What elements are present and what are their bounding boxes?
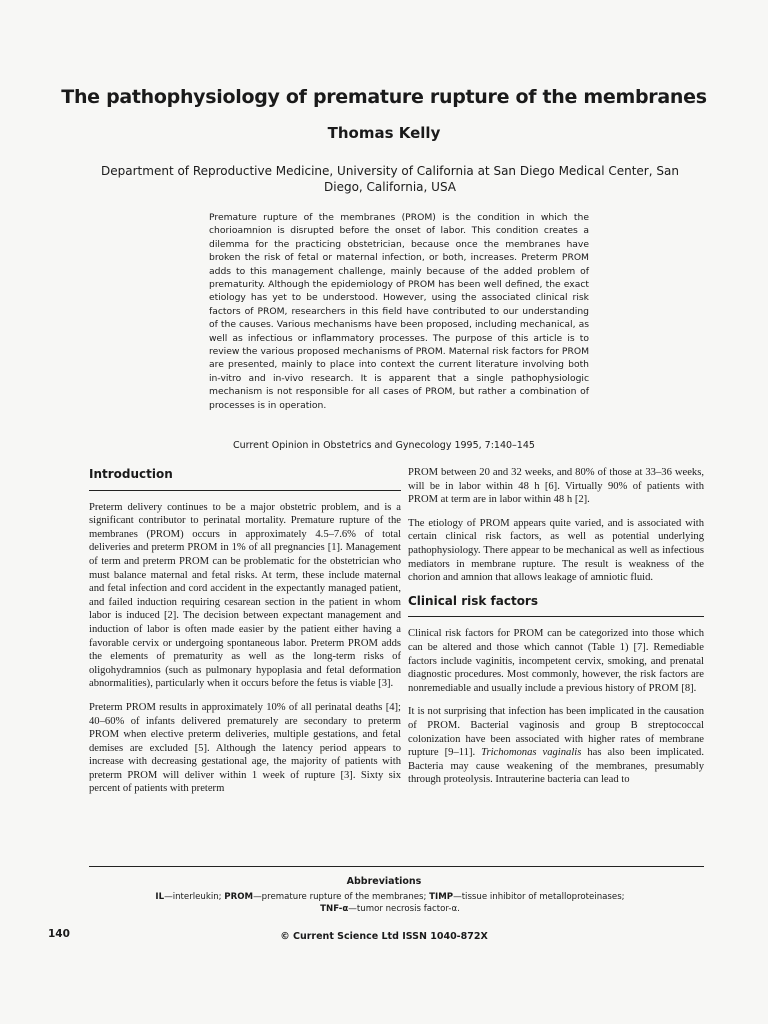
paragraph: PROM between 20 and 32 weeks, and 80% of those at 33–36 weeks, will be in labor within 48 h [6]. Virtually 90% of patients with PROM at term are in labor within 48 h [2]. bbox=[408, 467, 704, 506]
italic-species-name: Trichomonas vaginalis bbox=[481, 747, 582, 759]
abbr-def: —premature rupture of the membranes; bbox=[253, 892, 430, 902]
section-heading-clinical-risk-factors: Clinical risk factors bbox=[408, 595, 704, 618]
abbr-term: PROM bbox=[224, 892, 254, 902]
paragraph: The etiology of PROM appears quite varied, and is associated with certain clinical risk factors, as well as potential underlying pathophysiology. There appear to be mechanical as well as infectious mediators in membrane rupture. The result is weakness of the chorion and amnion that allows leakage of amniotic fluid. bbox=[408, 517, 704, 584]
paragraph: Preterm delivery continues to be a major obstetric problem, and is a significant contributor to perinatal mortality. Premature rupture of the membranes (PROM) occurs in approximately 4.5–7.6% of total deliveries and preterm PROM in 1% of all pregnancies [1]. Management of term and preterm PROM can be problematic for the obstetrician who must balance maternal and fetal risks. At term, these include maternal and fetal infection and cord accident in the expectantly managed patient, and failed induction requiring cesarean section in the patient in whom labor is induced [2]. The decision between expectant management and induction of labor is often made easier by the patient either having a favorable cervix or undergoing spontaneous labor. Preterm PROM adds the elements of prematurity as well as the long-term risks of oligohydramnios (such as pulmonary hypoplasia and fetal deformation abnormalities), particularly when it occurs before the fetus is viable [3]. bbox=[89, 501, 401, 690]
section-heading-introduction: Introduction bbox=[89, 468, 401, 491]
journal-citation: Current Opinion in Obstetrics and Gynecology 1995, 7:140–145 bbox=[233, 440, 535, 451]
text-run: has also been implicated. Bacteria may cause weakening of the membranes, presumably through proteolysis. Intrauterine bacteria can lead to bbox=[408, 747, 705, 786]
abbr-term: TNF-α bbox=[320, 904, 349, 914]
paragraph: Clinical risk factors for PROM can be categorized into those which can be altered and those which cannot (Table 1) [7]. Remediable factors include vaginitis, incompetent cervix, smoking, and prenatal diagnostic procedures. Most commonly, however, the risk factors are nonremediable and usually include a previous history of PROM [8]. bbox=[408, 628, 704, 694]
paragraph: Preterm PROM results in approximately 10% of all perinatal deaths [4]; 40–60% of infants delivered prematurely are secondary to preterm PROM when elective preterm deliveries, multiple gestations, and fetal demises are excluded [5]. Although the latency period appears to increase with decreasing gestational age, the majority of patients with preterm PROM will deliver within 1 week of rupture [3]. Sixty six percent of patients with preterm bbox=[89, 701, 401, 795]
abstract: Premature rupture of the membranes (PROM) is the condition in which the chorioamnion is disrupted before the onset of labor. This condition creates a dilemma for the practicing obstetrician, because once the membranes have broken the risk of fetal or maternal infection, or both, increases. Preterm PROM adds to this management challenge, mainly because of the added problem of prematurity. Although the epidemiology of PROM has been well defined, the exact etiology has yet to be understood. However, using the associated clinical risk factors of PROM, researchers in this field have contributed to our understanding of the causes. Various mechanisms have been proposed, including mechanical, as well as infectious or inflammatory processes. The purpose of this article is to review the various proposed mechanisms of PROM. Maternal risk factors for PROM are presented, mainly to place into context the current literature involving both in-vitro and in-vivo research. It is apparent that a single pathophysiologic mechanism is not responsible for all cases of PROM, but rather a combination of processes is in operation. bbox=[209, 212, 589, 411]
left-column bbox=[89, 466, 401, 806]
abbr-def: —tumor necrosis factor-α. bbox=[348, 904, 460, 914]
text-run: It is not surprising that infection has been implicated in the causation of PROM. Bacterial vaginosis and group B streptococcal colonization have been associated with higher rates of membrane rupture [9–11]. bbox=[408, 706, 704, 759]
abbreviations-divider bbox=[89, 866, 704, 867]
abbr-def: —interleukin; bbox=[164, 892, 225, 902]
abbr-term: TIMP bbox=[429, 892, 454, 902]
paragraph bbox=[408, 705, 704, 787]
abbreviations-title: Abbreviations bbox=[346, 876, 422, 887]
abbr-def: —tissue inhibitor of metalloproteinases; bbox=[453, 892, 625, 902]
author-name: Thomas Kelly bbox=[327, 124, 441, 142]
right-column bbox=[408, 466, 704, 797]
page-number: 140 bbox=[48, 928, 70, 940]
article-title: The pathophysiology of premature rupture of the membranes bbox=[61, 86, 707, 108]
copyright-footer: © Current Science Ltd ISSN 1040-872X bbox=[280, 931, 488, 942]
abbreviations-list bbox=[140, 891, 640, 915]
abbr-term: IL bbox=[155, 892, 165, 902]
author-affiliation: Department of Reproductive Medicine, University of California at San Diego Medical Center, San Diego, California, USA bbox=[101, 164, 679, 194]
